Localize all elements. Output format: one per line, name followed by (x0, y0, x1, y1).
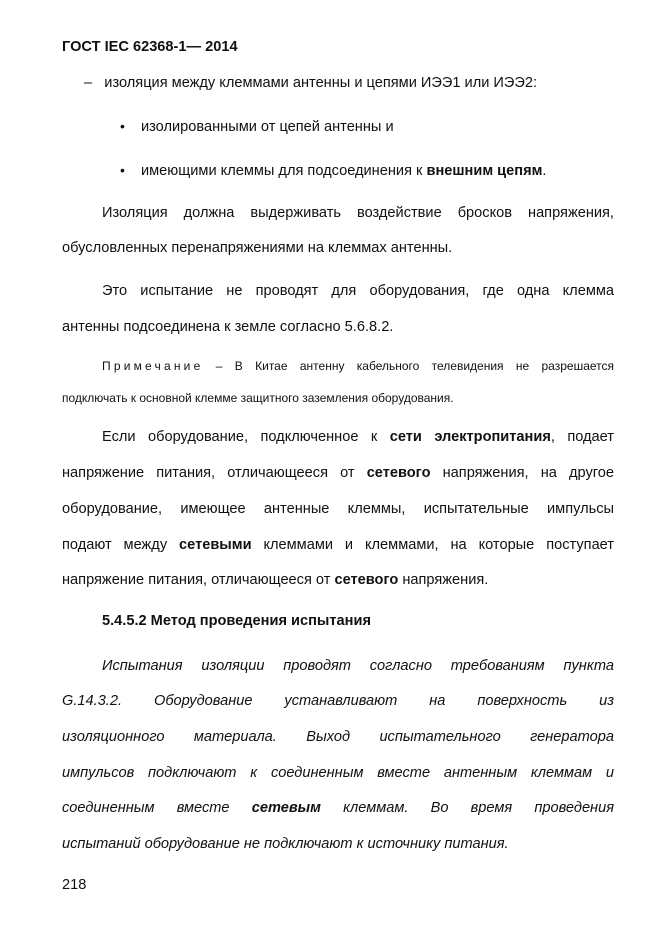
para3-line2 (62, 464, 614, 482)
page-number: 218 (62, 877, 87, 893)
text-run: Если оборудование, подключенное к (102, 429, 390, 445)
para2-line2: антенны подсоединена к земле согласно 5.6.8.2. (62, 319, 394, 335)
text-run: клеммам. Во время проведения (320, 800, 614, 816)
note-label: Примечание (102, 359, 204, 373)
term-mains: сети электропитания (389, 429, 551, 445)
note-text: – В Китае антенну кабельного телевидения не разрешается (203, 359, 614, 373)
term-mains-adj: сетевого (366, 465, 431, 481)
para3-line5 (62, 571, 488, 589)
para1-line1: Изоляция должна выдерживать воздействие бросков напряжения, (102, 205, 614, 221)
term-mains-adj: сетевым (251, 800, 321, 816)
dash-list-item (84, 74, 537, 92)
bullet-marker: • (120, 118, 125, 134)
document-header: ГОСТ IEC 62368-1— 2014 (62, 39, 238, 55)
text-run: напряжения. (398, 572, 489, 588)
text-run: клеммами и клеммами, на которые поступает (251, 537, 614, 553)
section-heading: 5.4.5.2 Метод проведения испытания (102, 613, 371, 629)
dash-marker: – (84, 75, 93, 91)
term-external-circuits: внешним цепям (426, 163, 543, 179)
para1-line2: обусловленных перенапряжениями на клеммах антенны. (62, 240, 453, 256)
para3-line1 (102, 428, 614, 446)
para3-line4 (62, 536, 614, 554)
para2-line1: Это испытание не проводят для оборудования, где одна клемма (102, 283, 614, 299)
para4-line3: изоляционного материала. Выход испытательного генератора (62, 729, 614, 745)
bullet2-text: имеющими клеммы для подсоединения к (141, 163, 427, 179)
para4-line5 (62, 799, 614, 817)
text-run: напряжение питания, отличающееся от (62, 572, 335, 588)
text-run: подают между (62, 537, 180, 553)
term-mains-adj: сетевого (334, 572, 399, 588)
para4-line4: импульсов подключают к соединенным вместе антенным клеммам и (62, 765, 614, 781)
bullet-marker: • (120, 162, 125, 178)
term-mains-plural: сетевыми (179, 537, 252, 553)
text-run: напряжение питания, отличающееся от (62, 465, 367, 481)
note-line1 (102, 358, 614, 374)
bullet2-period: . (542, 163, 547, 179)
text-run: , подает (550, 429, 614, 445)
para4-line2: G.14.3.2. Оборудование устанавливают на поверхность из (62, 693, 614, 709)
para4-line1: Испытания изоляции проводят согласно требованиям пункта (102, 658, 614, 674)
para4-line6: испытаний оборудование не подключают к источнику питания. (62, 836, 509, 852)
note-line2: подключать к основной клемме защитного заземления оборудования. (62, 391, 454, 405)
bullet-item-1: изолированными от цепей антенны и (141, 119, 394, 135)
text-run: соединенным вместе (62, 800, 252, 816)
bullet-item-2 (141, 162, 546, 180)
text-run: напряжения, на другое (430, 465, 614, 481)
para3-line3: оборудование, имеющее антенные клеммы, испытательные импульсы (62, 501, 614, 517)
dash-item-text: изоляция между клеммами антенны и цепями ИЭЭ1 или ИЭЭ2: (104, 75, 538, 91)
